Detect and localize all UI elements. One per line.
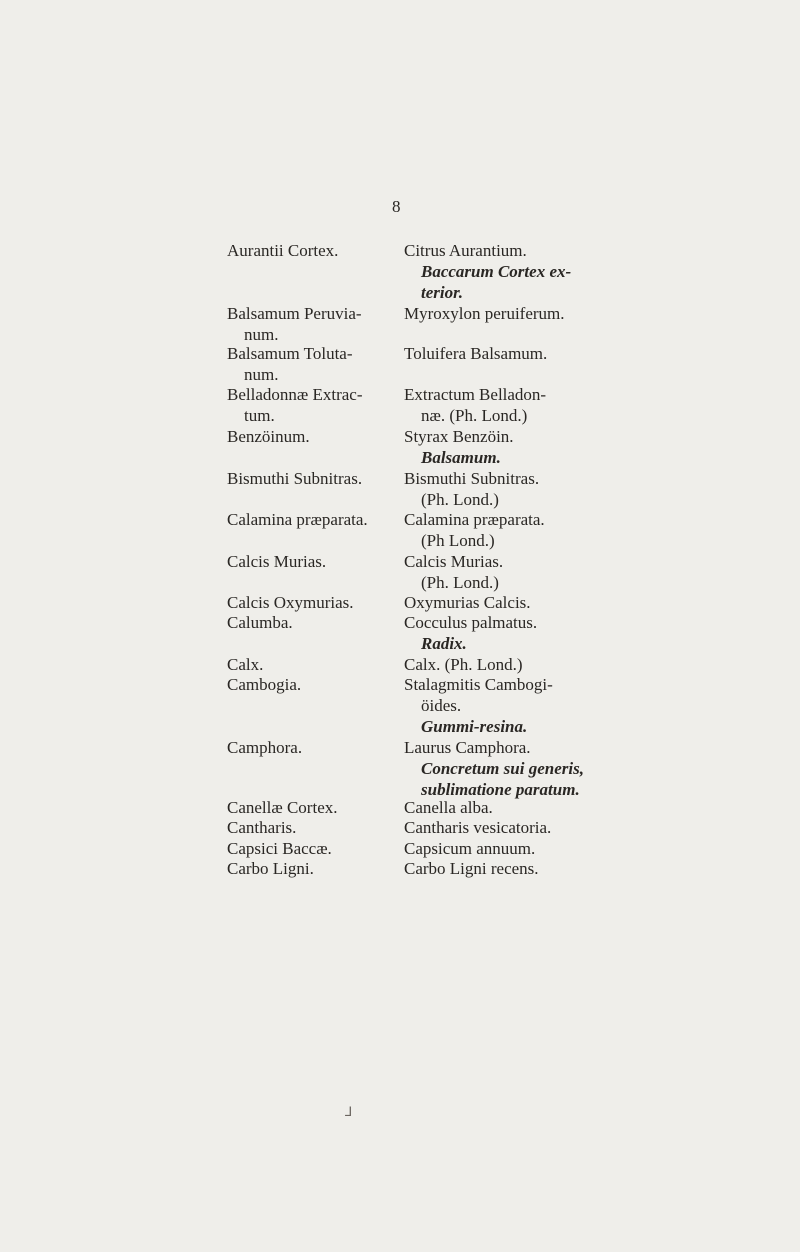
botanical-name [404, 838, 614, 859]
official-name-line: Canellæ Cortex. [227, 798, 338, 817]
botanical-name-line: Oxymurias Calcis. [404, 593, 531, 612]
botanical-name-line: Calcis Murias. [404, 552, 504, 571]
official-name [227, 303, 397, 345]
official-name [227, 509, 397, 530]
botanical-name-line: (Ph Lond.) [421, 531, 495, 550]
botanical-name-line: Cantharis vesicatoria. [404, 818, 552, 837]
official-name [227, 384, 397, 426]
official-name-line: Aurantii Cortex. [227, 241, 339, 260]
botanical-name [404, 303, 614, 324]
official-name [227, 674, 397, 695]
botanical-name-line: Radix. [421, 634, 467, 653]
botanical-name-line: Baccarum Cortex ex- [421, 262, 572, 281]
official-name-line: Camphora. [227, 738, 303, 757]
botanical-name [404, 592, 614, 613]
botanical-name-line: Toluifera Balsamum. [404, 344, 548, 363]
official-name-line: Balsamum Toluta- [227, 344, 353, 363]
botanical-name [404, 817, 614, 838]
official-name-line: Calx. [227, 655, 264, 674]
official-name-line: Calamina præparata. [227, 510, 368, 529]
official-name-line: Cambogia. [227, 675, 302, 694]
botanical-name [404, 674, 614, 737]
official-name-line: Benzöinum. [227, 427, 310, 446]
page-number: 8 [392, 197, 401, 216]
botanical-name-line: (Ph. Lond.) [421, 573, 499, 592]
official-name-line: Calcis Oxymurias. [227, 593, 354, 612]
official-name-line: num. [244, 325, 279, 344]
botanical-name [404, 426, 614, 468]
botanical-name [404, 468, 614, 510]
official-name [227, 817, 397, 838]
botanical-name-line: Calamina præparata. [404, 510, 545, 529]
botanical-name [404, 551, 614, 593]
botanical-name-line: Stalagmitis Cambogi- [404, 675, 553, 694]
botanical-name-line: öides. [421, 696, 462, 715]
official-name [227, 426, 397, 447]
botanical-name [404, 509, 614, 551]
botanical-name-line: Bismuthi Subnitras. [404, 469, 540, 488]
botanical-name-line: Citrus Aurantium. [404, 241, 527, 260]
botanical-name-line: Cocculus palmatus. [404, 613, 538, 632]
official-name-line: Capsici Baccæ. [227, 839, 332, 858]
official-name-line: Bismuthi Subnitras. [227, 469, 363, 488]
official-name [227, 654, 397, 675]
official-name [227, 612, 397, 633]
official-name [227, 838, 397, 859]
botanical-name-line: Calx. (Ph. Lond.) [404, 655, 523, 674]
botanical-name-line: Concretum sui generis, [421, 759, 584, 778]
botanical-name-line: næ. (Ph. Lond.) [421, 406, 528, 425]
botanical-name-line: Canella alba. [404, 798, 493, 817]
official-name [227, 551, 397, 572]
official-name-line: Balsamum Peruvia- [227, 304, 362, 323]
official-name-line: Carbo Ligni. [227, 859, 314, 878]
official-name-line: num. [244, 365, 279, 384]
botanical-name-line: Capsicum annuum. [404, 839, 536, 858]
botanical-name [404, 797, 614, 818]
official-name-line: Cantharis. [227, 818, 297, 837]
stray-mark: ⅃ [345, 1104, 353, 1119]
botanical-name [404, 737, 614, 800]
official-name [227, 343, 397, 385]
official-name [227, 858, 397, 879]
botanical-name-line: (Ph. Lond.) [421, 490, 499, 509]
official-name [227, 737, 397, 758]
official-name [227, 797, 397, 818]
official-name-line: tum. [244, 406, 275, 425]
botanical-name-line: Gummi-resina. [421, 717, 528, 736]
botanical-name-line: Myroxylon peruiferum. [404, 304, 565, 323]
botanical-name [404, 654, 614, 675]
official-name [227, 592, 397, 613]
botanical-name [404, 240, 614, 303]
botanical-name [404, 384, 614, 426]
official-name [227, 240, 397, 261]
official-name-line: Belladonnæ Extrac- [227, 385, 363, 404]
official-name [227, 468, 397, 489]
botanical-name [404, 343, 614, 364]
botanical-name-line: Extractum Belladon- [404, 385, 547, 404]
botanical-name-line: Laurus Camphora. [404, 738, 531, 757]
botanical-name-line: sublimatione paratum. [421, 780, 580, 799]
botanical-name-line: Carbo Ligni recens. [404, 859, 539, 878]
official-name-line: Calcis Murias. [227, 552, 327, 571]
botanical-name [404, 612, 614, 654]
official-name-line: Calumba. [227, 613, 293, 632]
botanical-name-line: Balsamum. [421, 448, 501, 467]
botanical-name [404, 858, 614, 879]
botanical-name-line: Styrax Benzöin. [404, 427, 514, 446]
botanical-name-line: terior. [421, 283, 464, 302]
